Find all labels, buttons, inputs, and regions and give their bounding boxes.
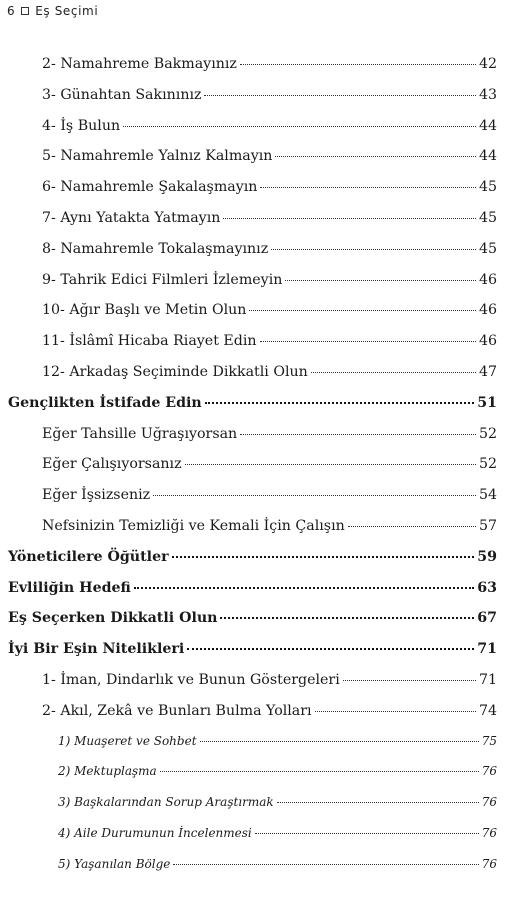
toc-entry-title: 3) Başkalarından Sorup Araştırmak	[58, 795, 274, 810]
toc-entry-page: 46	[478, 302, 497, 319]
toc-entry	[42, 87, 497, 103]
dot-leader	[204, 95, 475, 96]
toc-entry-page: 44	[478, 117, 497, 134]
toc-entry-title: 7- Aynı Yatakta Yatmayın	[42, 210, 221, 226]
toc-entry-page: 46	[478, 333, 497, 350]
toc-section-entry	[8, 641, 497, 657]
toc-section-entry	[8, 580, 497, 596]
dot-leader	[123, 126, 476, 127]
dot-leader	[285, 280, 476, 281]
toc-entry-title: Eş Seçerken Dikkatli Olun	[8, 610, 218, 627]
toc-entry	[42, 118, 497, 134]
toc-subitem-entry	[58, 826, 497, 840]
toc-entry-page: 57	[478, 518, 497, 534]
toc-subitem-entry	[58, 734, 497, 748]
toc-entry-title: 4- İş Bulun	[42, 117, 121, 134]
toc-entry-page: 59	[477, 548, 497, 565]
separator-square-icon	[21, 7, 29, 15]
dot-leader	[173, 864, 478, 865]
toc-entry-title: Nefsinizin Temizliği ve Kemali İçin Çalışın	[42, 518, 345, 534]
toc-entry-title: Evliliğin Hedefi	[8, 579, 131, 596]
dot-leader	[185, 464, 476, 465]
toc-entry-page: 47	[478, 364, 497, 380]
toc-entry-title: 4) Aile Durumunun İncelenmesi	[58, 826, 252, 840]
toc-entry-title: 5) Yaşanılan Bölge	[58, 856, 171, 871]
toc-entry-page: 52	[478, 425, 497, 442]
dot-leader	[187, 648, 474, 650]
toc-entry-title: 8- Namahremle Tokalaşmayınız	[42, 240, 269, 257]
toc-entry-page: 45	[478, 210, 497, 226]
dot-leader	[311, 372, 476, 373]
dot-leader	[315, 711, 476, 712]
toc-entry	[42, 487, 497, 503]
toc-entry	[42, 672, 497, 688]
toc-entry-page: 76	[481, 764, 497, 779]
toc-entry-title: 2) Mektuplaşma	[58, 764, 157, 779]
toc-entry-page: 44	[478, 148, 497, 165]
toc-entry-title: 12- Arkadaş Seçiminde Dikkatli Olun	[42, 364, 308, 380]
dot-leader	[160, 771, 479, 772]
toc-subitem-entry	[58, 795, 497, 809]
toc-entry-page: 71	[477, 641, 497, 658]
dot-leader	[260, 187, 475, 188]
toc-entry-page: 76	[481, 856, 497, 871]
toc-entry-title: 1) Muaşeret ve Sohbet	[58, 733, 197, 748]
toc-entry-page: 75	[481, 733, 497, 748]
dot-leader	[277, 802, 479, 803]
dot-leader	[223, 218, 476, 219]
dot-leader	[260, 341, 476, 342]
toc-entry-title: 5- Namahremle Yalnız Kalmayın	[42, 148, 273, 165]
dot-leader	[134, 587, 474, 589]
toc-entry-title: Eğer İşsizseniz	[42, 487, 151, 504]
toc-entry-title: Yöneticilere Öğütler	[8, 548, 169, 565]
dot-leader	[348, 526, 476, 527]
toc-entry	[42, 179, 497, 195]
toc-entry	[42, 272, 497, 288]
dot-leader	[240, 64, 476, 65]
toc-entry-page: 76	[481, 826, 497, 840]
dot-leader	[200, 741, 479, 742]
toc-entry-title: İyi Bir Eşin Nitelikleri	[8, 641, 185, 658]
toc-entry-title: 2- Namahreme Bakmayınız	[42, 56, 237, 72]
toc-entry-page: 54	[478, 487, 497, 504]
toc-entry-title: 3- Günahtan Sakınınız	[42, 86, 202, 103]
toc-subitem-entry	[58, 764, 497, 778]
toc-entry	[42, 364, 497, 380]
dot-leader	[275, 156, 475, 157]
toc-entry-page: 51	[477, 394, 497, 411]
toc-entry-title: Eğer Çalışıyorsanız	[42, 456, 182, 473]
toc-entry	[42, 333, 497, 349]
toc-section-entry	[8, 549, 497, 565]
running-header	[7, 4, 98, 18]
toc-subitem-entry	[58, 857, 497, 871]
toc-entry-title: 10- Ağır Başlı ve Metin Olun	[42, 302, 247, 319]
toc-entry	[42, 210, 497, 226]
toc-entry-title: Gençlikten İstifade Edin	[8, 394, 202, 411]
toc-entry	[42, 456, 497, 472]
toc-section-entry	[8, 395, 497, 411]
page-number: 6	[7, 4, 16, 18]
toc-entry	[42, 426, 497, 442]
toc-entry-title: Eğer Tahsille Uğraşıyorsan	[42, 425, 238, 442]
toc-entry	[42, 148, 497, 164]
toc-entry-page: 63	[477, 579, 497, 596]
running-title: Eş Seçimi	[35, 4, 99, 18]
dot-leader	[255, 833, 479, 834]
toc-entry-title: 1- İman, Dindarlık ve Bunun Göstergeleri	[42, 672, 340, 688]
toc-entry-title: 9- Tahrik Edici Filmleri İzlemeyin	[42, 271, 283, 288]
toc-entry-page: 74	[478, 702, 497, 719]
dot-leader	[205, 402, 475, 404]
toc-entry	[42, 302, 497, 318]
toc-entry	[42, 241, 497, 257]
dot-leader	[271, 249, 476, 250]
toc-section-entry	[8, 610, 497, 626]
dot-leader	[153, 495, 476, 496]
dot-leader	[220, 617, 474, 619]
toc-entry-page: 46	[478, 271, 497, 288]
toc-entry-page: 43	[478, 86, 497, 103]
dot-leader	[343, 680, 476, 681]
toc-entry-page: 42	[478, 56, 497, 72]
toc-entry	[42, 56, 497, 72]
toc-entry-page: 67	[477, 610, 497, 627]
toc-entry-title: 2- Akıl, Zekâ ve Bunları Bulma Yolları	[42, 702, 312, 719]
toc-entry-page: 45	[478, 179, 497, 196]
toc-entry-page: 71	[478, 672, 497, 688]
dot-leader	[172, 556, 475, 558]
toc-entry	[42, 518, 497, 534]
toc-entry-page: 45	[478, 240, 497, 257]
toc-entry-title: 6- Namahremle Şakalaşmayın	[42, 179, 258, 196]
dot-leader	[249, 310, 476, 311]
toc-entry-page: 52	[478, 456, 497, 473]
toc-entry-title: 11- İslâmî Hicaba Riayet Edin	[42, 333, 257, 350]
dot-leader	[240, 434, 476, 435]
toc-entry-page: 76	[481, 795, 497, 810]
toc-entry	[42, 703, 497, 719]
